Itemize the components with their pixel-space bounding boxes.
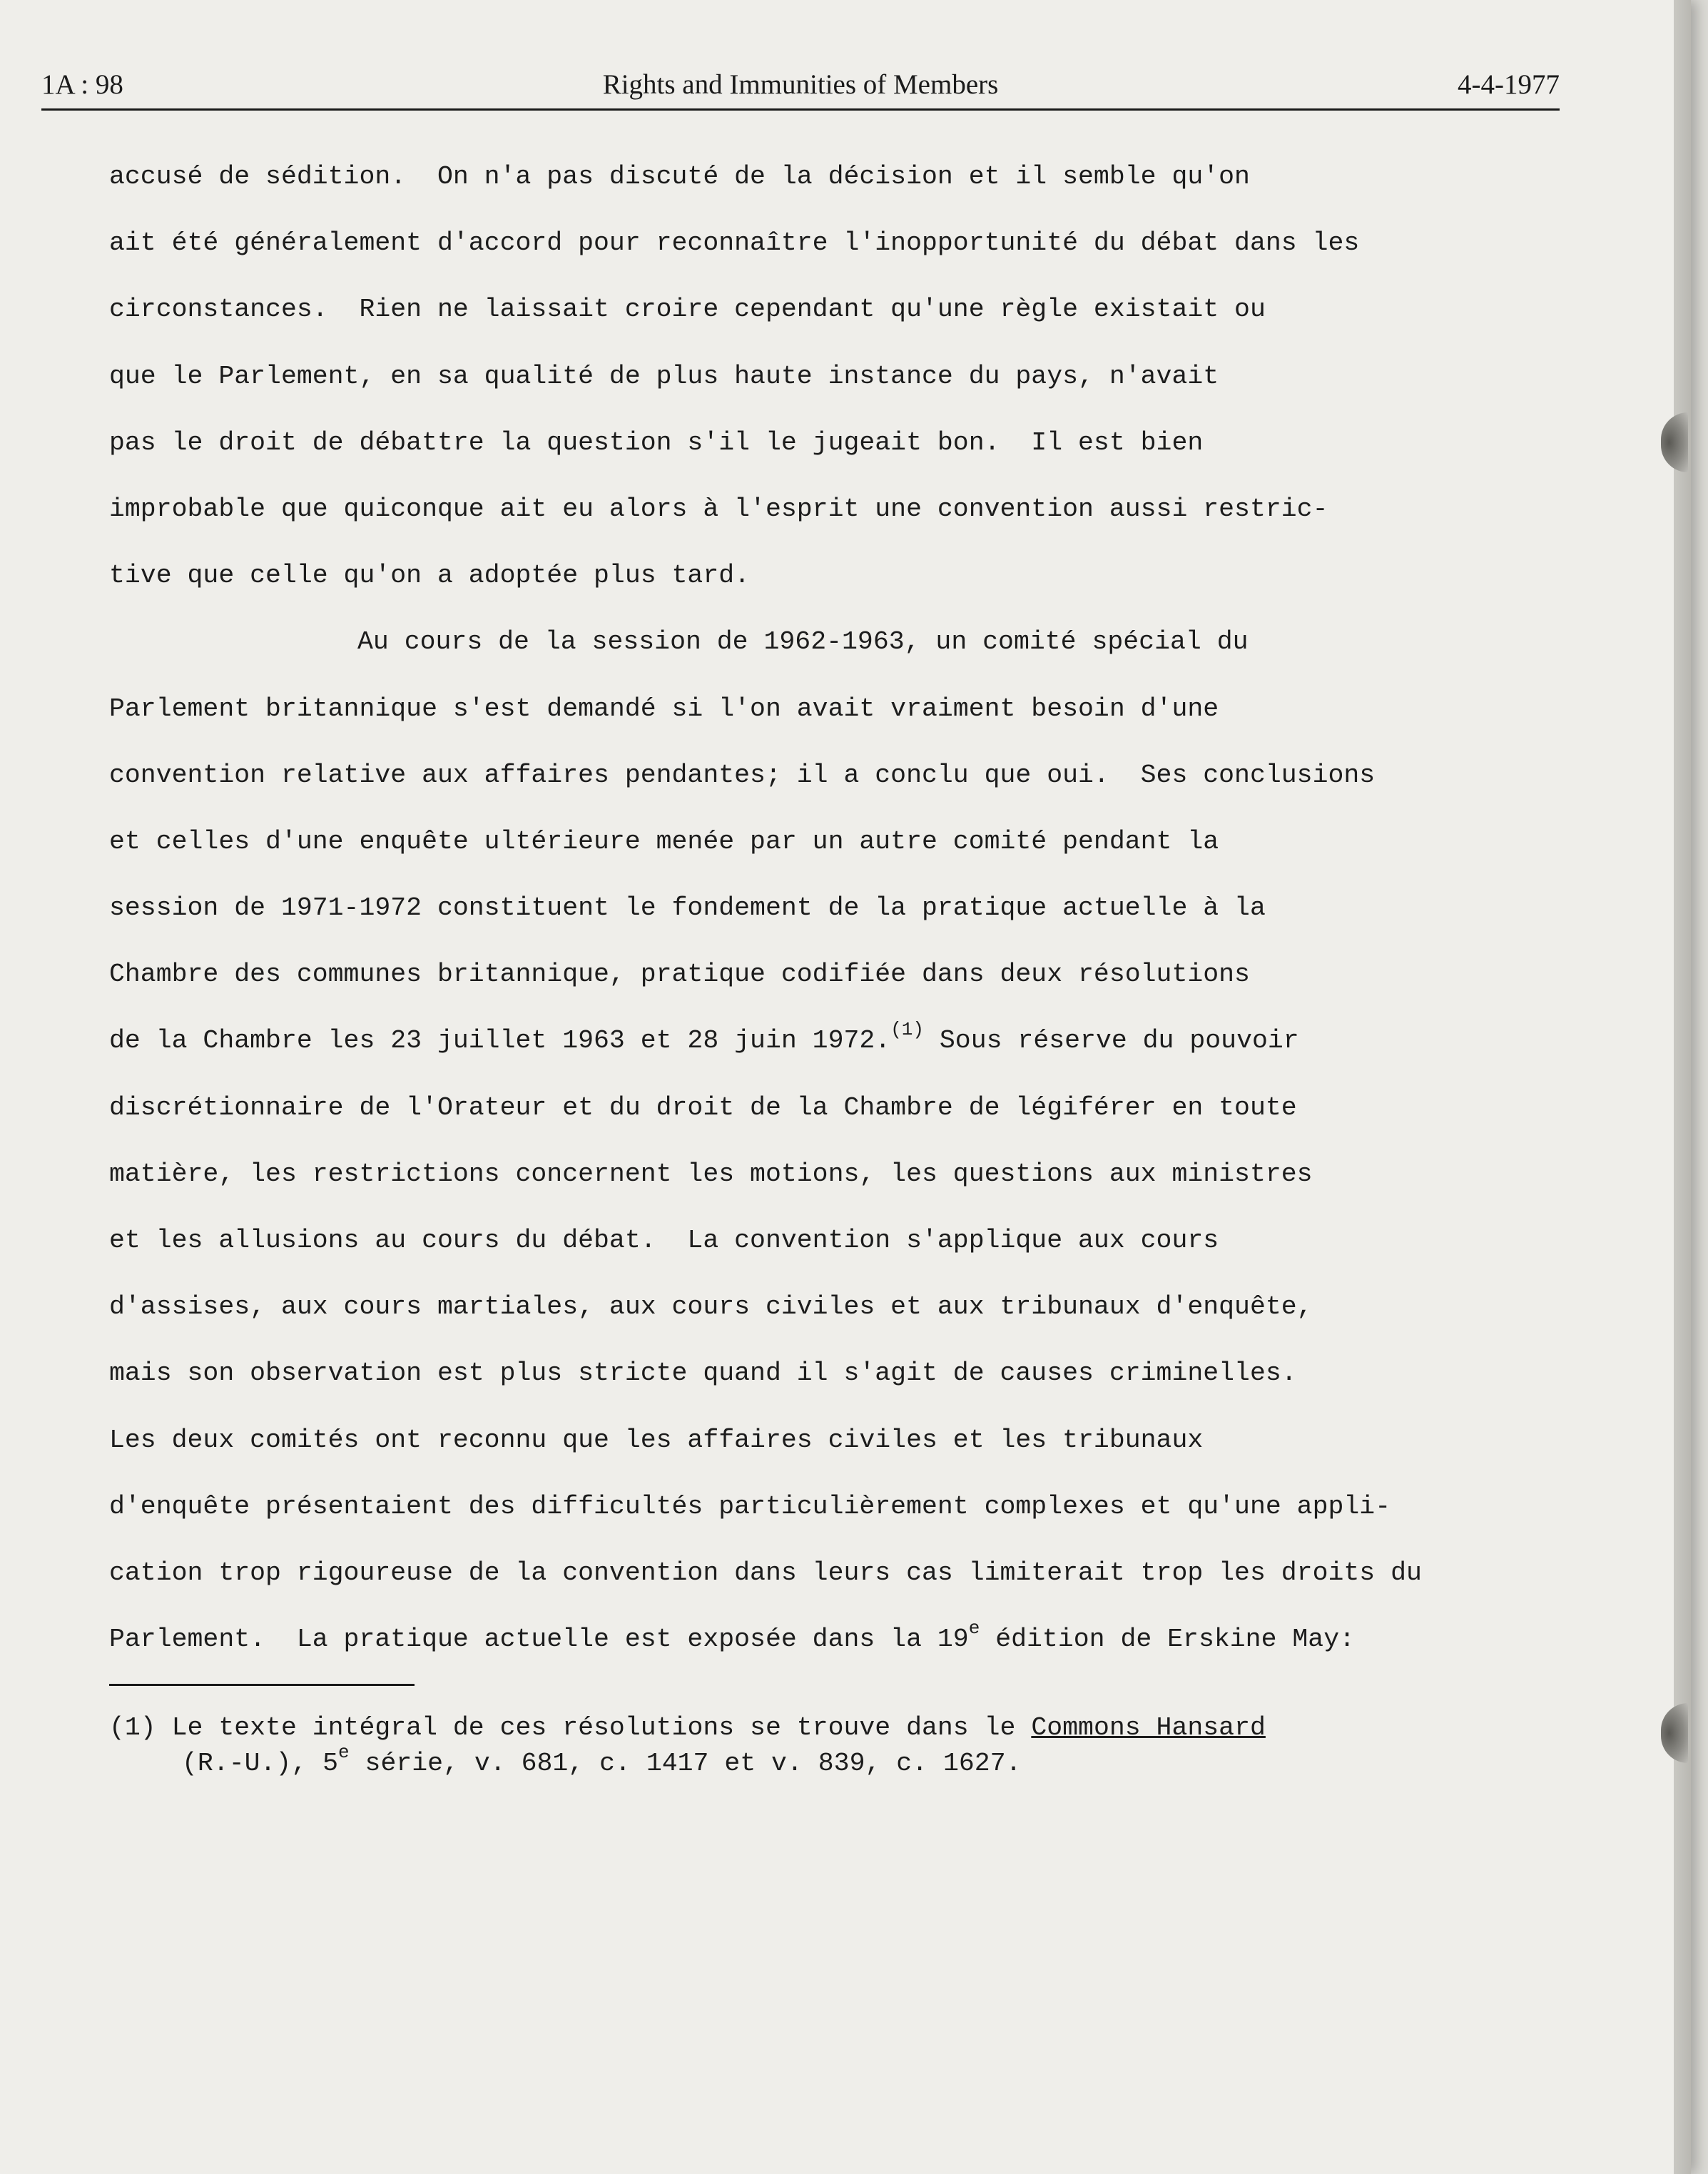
text-line: et celles d'une enquête ultérieure menée par un autre comité pendant la <box>109 826 1219 856</box>
text-line: accusé de sédition. On n'a pas discuté de la décision et il semble qu'on <box>109 162 1250 191</box>
page-edge <box>1674 0 1691 2174</box>
footnote-line <box>109 1710 1508 1746</box>
text-line: matière, les restrictions concernent les motions, les questions aux ministres <box>109 1159 1313 1189</box>
binder-hole-bottom <box>1661 1703 1688 1763</box>
text-segment: Parlement. La pratique actuelle est exposée dans la 19 <box>109 1625 969 1655</box>
text-line: pas le droit de débattre la question s'il le jugeait bon. Il est bien <box>109 427 1204 457</box>
text-line: session de 1971-1972 constituent le fondement de la pratique actuelle à la <box>109 893 1266 923</box>
footnote-text: Le texte intégral de ces résolutions se trouve dans le <box>156 1713 1032 1742</box>
text-segment: Sous réserve du pouvoir <box>924 1026 1299 1056</box>
text-line: circonstances. Rien ne laissait croire cependant qu'une règle existait ou <box>109 295 1266 325</box>
footnote-text: série, v. 681, c. 1417 et v. 839, c. 1627. <box>349 1749 1022 1778</box>
footnote-line <box>109 1742 1508 1782</box>
running-header <box>41 68 1560 111</box>
text-line: improbable que quiconque ait eu alors à l'esprit une convention aussi restric- <box>109 494 1328 524</box>
footnote <box>109 1710 1508 1782</box>
header-title: Rights and Immunities of Members <box>602 69 999 100</box>
text-segment: édition de Erskine May: <box>980 1625 1355 1655</box>
header-rule <box>41 108 1560 111</box>
text-segment: de la Chambre les 23 juillet 1963 et 28 juin 1972. <box>109 1026 891 1056</box>
body-text <box>109 156 1508 1685</box>
text-line: cation trop rigoureuse de la convention dans leurs cas limiterait trop les droits du <box>109 1558 1422 1588</box>
text-line: convention relative aux affaires pendantes; il a conclu que oui. Ses conclusions <box>109 760 1376 790</box>
text-line: Chambre des communes britannique, pratique codifiée dans deux résolutions <box>109 960 1250 990</box>
paragraph-start-line: Au cours de la session de 1962-1963, un comité spécial du <box>357 627 1249 657</box>
footnote-marker: (1) <box>109 1713 156 1742</box>
text-line: Les deux comités ont reconnu que les affaires civiles et les tribunaux <box>109 1425 1204 1455</box>
superscript: e <box>968 1617 980 1640</box>
text-line: mais son observation est plus stricte quand il s'agit de causes criminelles. <box>109 1358 1297 1388</box>
footnote-source-title: Commons Hansard <box>1031 1713 1266 1742</box>
text-line: ait été généralement d'accord pour reconnaître l'inopportunité du débat dans les <box>109 228 1360 258</box>
header-date: 4-4-1977 <box>1458 69 1560 100</box>
text-line: et les allusions au cours du débat. La convention s'applique aux cours <box>109 1226 1219 1255</box>
superscript: e <box>338 1742 350 1763</box>
text-line: que le Parlement, en sa qualité de plus haute instance du pays, n'avait <box>109 361 1219 391</box>
text-line: Parlement britannique s'est demandé si l'on avait vraiment besoin d'une <box>109 694 1219 723</box>
text-line: d'enquête présentaient des difficultés particulièrement complexes et qu'une appli- <box>109 1491 1391 1521</box>
binder-hole-top <box>1661 412 1688 472</box>
footnote-reference: (1) <box>890 1019 924 1041</box>
footnote-text: (R.-U.), 5 <box>182 1749 339 1778</box>
page-number: 1A : 98 <box>41 69 123 100</box>
footnote-rule <box>109 1684 415 1686</box>
text-line-with-superscript <box>109 1618 1508 1685</box>
text-line: discrétionnaire de l'Orateur et du droit de la Chambre de légiférer en toute <box>109 1092 1297 1122</box>
text-line: tive que celle qu'on a adoptée plus tard. <box>109 561 751 591</box>
text-line-with-footnote-ref <box>109 1020 1508 1086</box>
text-line: d'assises, aux cours martiales, aux cours civiles et aux tribunaux d'enquête, <box>109 1292 1313 1322</box>
